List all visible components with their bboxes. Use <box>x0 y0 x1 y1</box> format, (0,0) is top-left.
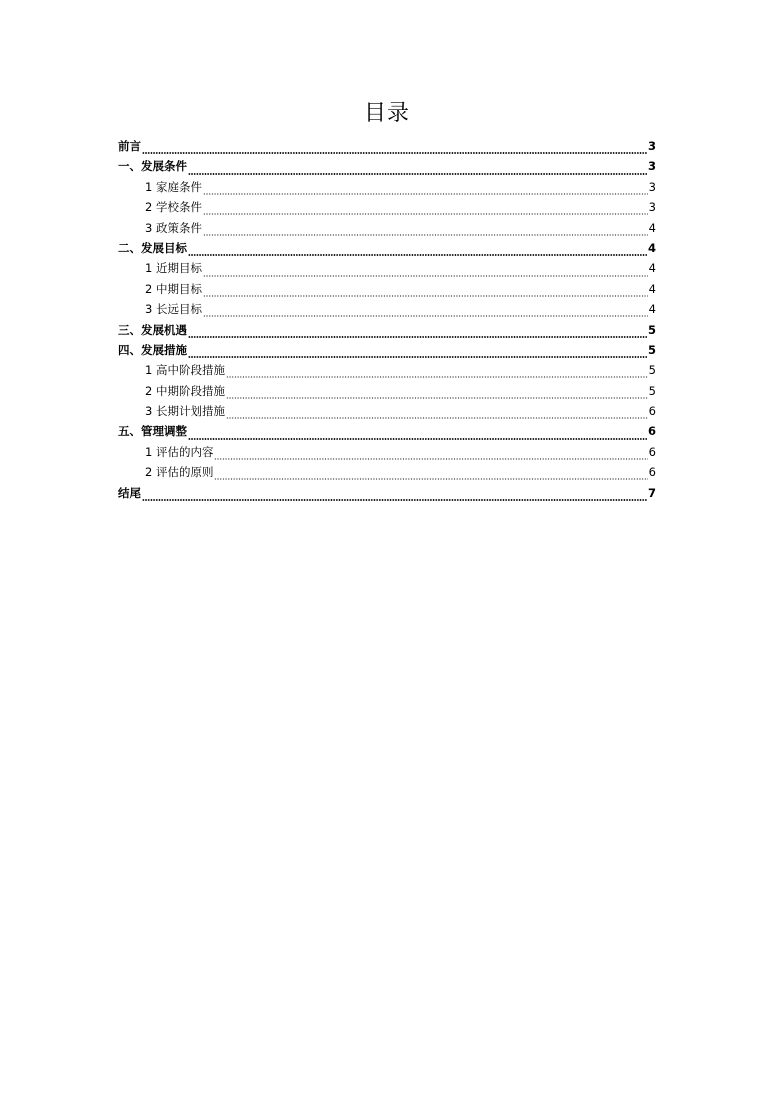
toc-entry-page-number: 6 <box>648 404 656 419</box>
toc-entry-label: 四、发展措施 <box>118 342 187 357</box>
toc-entry-page-number: 5 <box>647 322 656 337</box>
toc-dot-leader <box>203 307 648 317</box>
toc-entry-label: 1 高中阶段措施 <box>145 363 225 378</box>
toc-entry-subsection[interactable] <box>118 197 656 217</box>
toc-entry-subsection[interactable] <box>118 177 656 197</box>
toc-entry-label: 1 评估的内容 <box>145 444 214 459</box>
toc-dot-leader <box>142 144 647 154</box>
toc-entry-subsection[interactable] <box>118 299 656 319</box>
toc-entry-subsection[interactable] <box>118 218 656 238</box>
toc-entry-subsection[interactable] <box>118 381 656 401</box>
toc-entry-page-number: 4 <box>648 281 656 296</box>
toc-dot-leader <box>188 430 647 440</box>
toc-entry-label: 2 中期目标 <box>145 281 202 296</box>
toc-dot-leader <box>188 328 647 338</box>
toc-entry-label: 3 长期计划措施 <box>145 404 225 419</box>
toc-dot-leader <box>188 246 647 256</box>
toc-entry-label: 结尾 <box>118 485 141 500</box>
toc-dot-leader <box>203 287 648 297</box>
toc-entry-section[interactable] <box>118 340 656 360</box>
toc-entry-page-number: 3 <box>648 200 656 215</box>
toc-dot-leader <box>226 409 648 419</box>
toc-entry-subsection[interactable] <box>118 279 656 299</box>
toc-entry-page-number: 5 <box>647 342 656 357</box>
toc-entry-label: 三、发展机遇 <box>118 322 187 337</box>
toc-title: 目录 <box>363 101 410 126</box>
toc-entry-page-number: 6 <box>648 444 656 459</box>
toc-dot-leader <box>142 491 647 501</box>
toc-entry-page-number: 3 <box>648 179 656 194</box>
toc-entry-subsection[interactable] <box>118 401 656 421</box>
toc-entry-label: 二、发展目标 <box>118 240 187 255</box>
table-of-contents <box>118 136 656 503</box>
toc-entry-page-number: 3 <box>647 139 656 153</box>
toc-entry-section[interactable] <box>118 156 656 176</box>
toc-entry-label: 3 政策条件 <box>145 220 202 235</box>
toc-dot-leader <box>203 185 648 195</box>
toc-entry-page-number: 6 <box>647 424 656 439</box>
toc-entry-section[interactable] <box>118 136 656 156</box>
toc-entry-page-number: 3 <box>647 159 656 174</box>
toc-entry-page-number: 4 <box>648 302 656 317</box>
toc-entry-label: 2 评估的原则 <box>145 465 214 480</box>
toc-entry-page-number: 4 <box>648 261 656 276</box>
toc-entry-label: 2 学校条件 <box>145 200 202 215</box>
toc-entry-section[interactable] <box>118 320 656 340</box>
toc-entry-section[interactable] <box>118 483 656 503</box>
toc-dot-leader <box>203 226 648 236</box>
toc-dot-leader <box>214 470 647 480</box>
toc-dot-leader <box>203 267 648 277</box>
toc-dot-leader <box>188 348 647 358</box>
toc-entry-subsection[interactable] <box>118 258 656 278</box>
toc-entry-page-number: 4 <box>647 240 656 255</box>
toc-entry-subsection[interactable] <box>118 442 656 462</box>
toc-entry-label: 五、管理调整 <box>118 424 187 439</box>
toc-entry-label: 前言 <box>118 139 141 153</box>
toc-entry-subsection[interactable] <box>118 360 656 380</box>
toc-entry-page-number: 7 <box>647 485 656 500</box>
toc-entry-page-number: 5 <box>648 383 656 398</box>
toc-entry-label: 3 长远目标 <box>145 302 202 317</box>
toc-entry-label: 1 家庭条件 <box>145 179 202 194</box>
toc-entry-label: 一、发展条件 <box>118 159 187 174</box>
toc-dot-leader <box>214 450 647 460</box>
toc-dot-leader <box>188 165 647 175</box>
toc-entry-label: 1 近期目标 <box>145 261 202 276</box>
toc-dot-leader <box>226 368 648 378</box>
toc-entry-section[interactable] <box>118 421 656 441</box>
toc-entry-section[interactable] <box>118 238 656 258</box>
toc-dot-leader <box>203 205 648 215</box>
toc-entry-subsection[interactable] <box>118 462 656 482</box>
toc-entry-page-number: 4 <box>648 220 656 235</box>
toc-entry-page-number: 5 <box>648 363 656 378</box>
toc-entry-page-number: 6 <box>648 465 656 480</box>
toc-entry-label: 2 中期阶段措施 <box>145 383 225 398</box>
toc-dot-leader <box>226 389 648 399</box>
